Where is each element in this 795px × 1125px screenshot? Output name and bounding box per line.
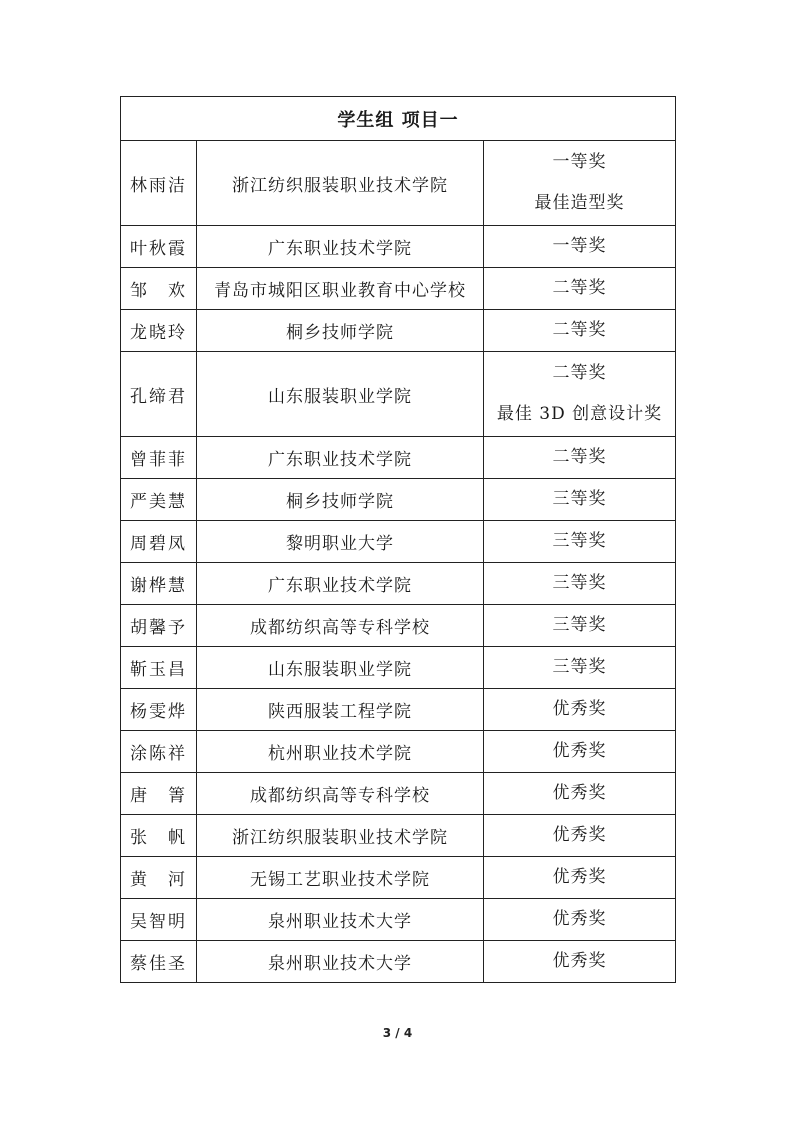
- award-label: 二等奖: [552, 447, 607, 467]
- table-header: 学生组 项目一: [121, 97, 676, 141]
- school-name: 成都纺织高等专科学校: [197, 773, 484, 815]
- student-name: 吴智明: [121, 899, 197, 941]
- table-row: [121, 647, 676, 689]
- page-number: 3 / 4: [382, 1026, 413, 1040]
- awards-table: [120, 96, 676, 983]
- award-label: 优秀奖: [552, 909, 607, 929]
- school-name: 陕西服装工程学院: [197, 689, 484, 731]
- table-row: [121, 563, 676, 605]
- award-cell: [484, 521, 676, 563]
- award-label: 最佳造型奖: [534, 193, 625, 213]
- student-name: 孔缔君: [121, 352, 197, 437]
- table-row: [121, 731, 676, 773]
- student-name: 靳玉昌: [121, 647, 197, 689]
- table-row: [121, 226, 676, 268]
- award-cell: [484, 815, 676, 857]
- student-name: 胡馨予: [121, 605, 197, 647]
- table-header-row: [121, 97, 676, 141]
- award-label: 三等奖: [552, 573, 607, 593]
- student-name: 龙晓玲: [121, 310, 197, 352]
- student-name: 张 帆: [121, 815, 197, 857]
- student-name: 严美慧: [121, 479, 197, 521]
- student-name: 曾菲菲: [121, 437, 197, 479]
- school-name: 泉州职业技术大学: [197, 899, 484, 941]
- student-name: 谢桦慧: [121, 563, 197, 605]
- award-cell: [484, 773, 676, 815]
- award-label: 优秀奖: [552, 741, 607, 761]
- award-cell: [484, 437, 676, 479]
- award-label: 优秀奖: [552, 825, 607, 845]
- school-name: 青岛市城阳区职业教育中心学校: [197, 268, 484, 310]
- award-cell: [484, 226, 676, 268]
- student-name: 黄 河: [121, 857, 197, 899]
- school-name: 杭州职业技术学院: [197, 731, 484, 773]
- award-label: 二等奖: [552, 320, 607, 340]
- table-row: [121, 941, 676, 983]
- table-row: [121, 815, 676, 857]
- award-cell: [484, 352, 676, 437]
- award-label: 优秀奖: [552, 699, 607, 719]
- student-name: 涂陈祥: [121, 731, 197, 773]
- award-cell: [484, 479, 676, 521]
- table-row: [121, 899, 676, 941]
- award-label: 一等奖: [552, 236, 607, 256]
- table-row: [121, 479, 676, 521]
- student-name: 林雨洁: [121, 141, 197, 226]
- student-name: 叶秋霞: [121, 226, 197, 268]
- school-name: 成都纺织高等专科学校: [197, 605, 484, 647]
- award-label: 二等奖: [552, 278, 607, 298]
- school-name: 黎明职业大学: [197, 521, 484, 563]
- student-name: 邹 欢: [121, 268, 197, 310]
- school-name: 桐乡技师学院: [197, 310, 484, 352]
- award-cell: [484, 647, 676, 689]
- award-cell: [484, 268, 676, 310]
- school-name: 广东职业技术学院: [197, 226, 484, 268]
- award-cell: [484, 857, 676, 899]
- table-row: [121, 689, 676, 731]
- school-name: 桐乡技师学院: [197, 479, 484, 521]
- student-name: 杨雯烨: [121, 689, 197, 731]
- award-label: 三等奖: [552, 657, 607, 677]
- table-row: [121, 268, 676, 310]
- student-name: 周碧凤: [121, 521, 197, 563]
- awards-table-body: [121, 97, 676, 983]
- award-label: 三等奖: [552, 489, 607, 509]
- school-name: 泉州职业技术大学: [197, 941, 484, 983]
- award-cell: [484, 563, 676, 605]
- award-cell: [484, 310, 676, 352]
- award-cell: [484, 141, 676, 226]
- award-cell: [484, 941, 676, 983]
- award-label: 优秀奖: [552, 951, 607, 971]
- student-name: 蔡佳圣: [121, 941, 197, 983]
- table-row: [121, 773, 676, 815]
- award-label: 二等奖: [552, 363, 607, 383]
- award-cell: [484, 899, 676, 941]
- school-name: 山东服装职业学院: [197, 647, 484, 689]
- award-label: 优秀奖: [552, 783, 607, 803]
- award-cell: [484, 731, 676, 773]
- award-label: 优秀奖: [552, 867, 607, 887]
- table-row: [121, 521, 676, 563]
- table-row: [121, 437, 676, 479]
- table-row: [121, 141, 676, 226]
- table-row: [121, 310, 676, 352]
- table-row: [121, 857, 676, 899]
- student-name: 唐 箐: [121, 773, 197, 815]
- school-name: 浙江纺织服装职业技术学院: [197, 815, 484, 857]
- table-row: [121, 605, 676, 647]
- award-cell: [484, 605, 676, 647]
- school-name: 广东职业技术学院: [197, 437, 484, 479]
- school-name: 无锡工艺职业技术学院: [197, 857, 484, 899]
- table-row: [121, 352, 676, 437]
- award-label: 三等奖: [552, 531, 607, 551]
- school-name: 山东服装职业学院: [197, 352, 484, 437]
- award-cell: [484, 689, 676, 731]
- award-label: 三等奖: [552, 615, 607, 635]
- award-label: 最佳 3D 创意设计奖: [496, 404, 663, 424]
- school-name: 浙江纺织服装职业技术学院: [197, 141, 484, 226]
- school-name: 广东职业技术学院: [197, 563, 484, 605]
- award-label: 一等奖: [552, 152, 607, 172]
